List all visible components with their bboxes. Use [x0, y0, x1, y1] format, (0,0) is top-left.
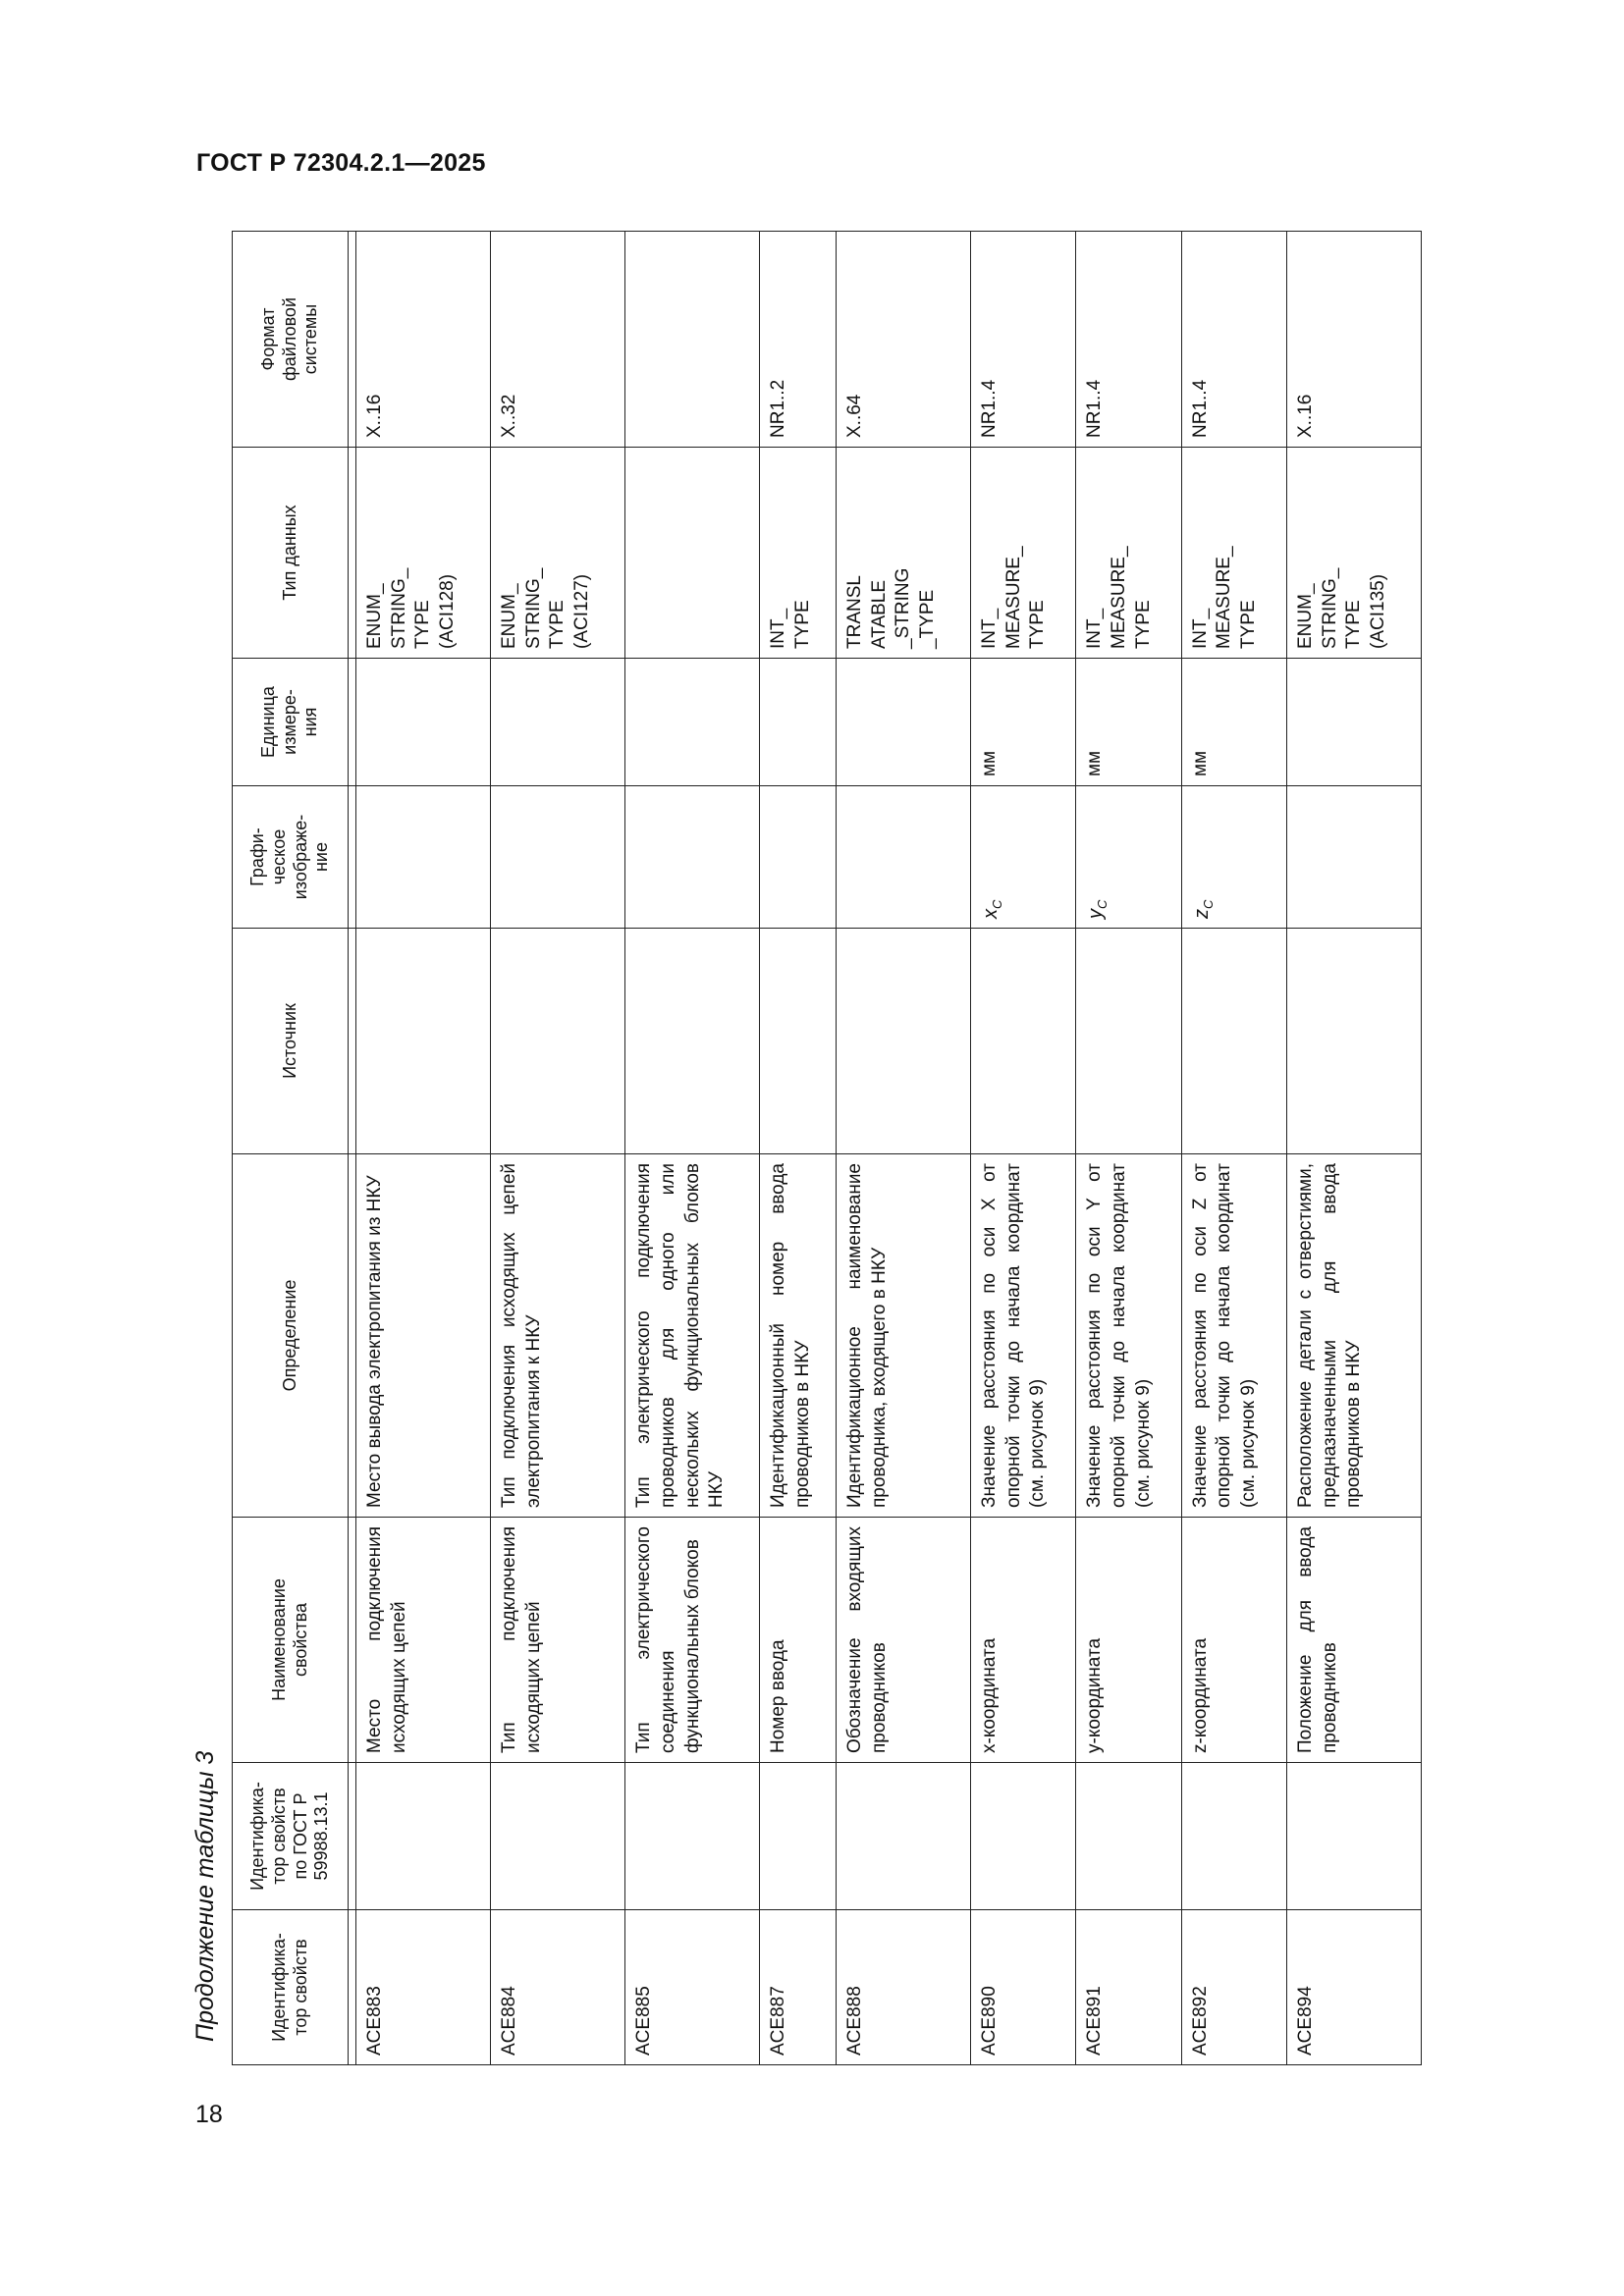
cell-gost-id [1076, 1763, 1181, 1910]
cell-definition: Тип электрического подключения проводников для одного или нескольких функциональных блоков НКУ [625, 1154, 760, 1518]
cell-definition: Идентификационный номер ввода проводников в НКУ [760, 1154, 837, 1518]
cell-file-format: NR1..4 [1076, 232, 1181, 448]
graphic-symbol: $z_C$ [1190, 899, 1216, 919]
cell-file-format: X..32 [491, 232, 625, 448]
document-title: ГОСТ Р 72304.2.1—2025 [196, 149, 486, 177]
cell-unit [836, 659, 970, 786]
cell-file-format: NR1..4 [970, 232, 1075, 448]
cell-unit [1286, 659, 1421, 786]
cell-source [1286, 929, 1421, 1154]
cell-data-type: ENUM_ STRING_ TYPE (ACI128) [356, 448, 491, 659]
cell-source [1076, 929, 1181, 1154]
cell-property-name: Тип электрического соединения функциональных блоков [625, 1518, 760, 1763]
cell-property-id: ACE894 [1286, 1910, 1421, 2065]
cell-gost-id [1181, 1763, 1286, 1910]
cell-data-type: INT_ MEASURE_ TYPE [1076, 448, 1181, 659]
page-number: 18 [195, 2101, 223, 2128]
cell-property-id: ACE892 [1181, 1910, 1286, 2065]
cell-file-format: X..16 [1286, 232, 1421, 448]
cell-source [836, 929, 970, 1154]
col-header-gost-id: Идентифика- тор свойств по ГОСТ Р 59988.13.1 [233, 1763, 349, 1910]
cell-gost-id [356, 1763, 491, 1910]
col-header-source: Источник [233, 929, 349, 1154]
table-row [1286, 232, 1421, 2065]
cell-definition: Место вывода электропитания из НКУ [356, 1154, 491, 1518]
cell-symbol [625, 786, 760, 929]
cell-gost-id [836, 1763, 970, 1910]
cell-symbol [491, 786, 625, 929]
table-row [760, 232, 837, 2065]
cell-source [1181, 929, 1286, 1154]
cell-property-id: ACE884 [491, 1910, 625, 2065]
cell-property-id: ACE888 [836, 1910, 970, 2065]
col-header-symbol: Графи- ческое изображе- ние [233, 786, 349, 929]
cell-property-name: Тип подключения исходящих цепей [491, 1518, 625, 1763]
table-row [625, 232, 760, 2065]
cell-definition: Тип подключения исходящих цепей электропитания к НКУ [491, 1154, 625, 1518]
cell-gost-id [625, 1763, 760, 1910]
table-row [491, 232, 625, 2065]
cell-unit: мм [1076, 659, 1181, 786]
cell-unit [760, 659, 837, 786]
cell-data-type: ENUM_ STRING_ TYPE (ACI135) [1286, 448, 1421, 659]
cell-symbol [1181, 786, 1286, 929]
cell-property-name: Положение для ввода проводников [1286, 1518, 1421, 1763]
cell-unit [491, 659, 625, 786]
cell-unit: мм [970, 659, 1075, 786]
cell-property-name: x-координата [970, 1518, 1075, 1763]
cell-property-id: ACE883 [356, 1910, 491, 2065]
cell-definition: Расположение детали с отверстиями, предназначенными для ввода проводников в НКУ [1286, 1154, 1421, 1518]
cell-source [760, 929, 837, 1154]
cell-unit [356, 659, 491, 786]
rotated-table-wrapper [232, 232, 1422, 2065]
cell-symbol [1076, 786, 1181, 929]
table-frame [232, 232, 1422, 2065]
cell-property-id: ACE885 [625, 1910, 760, 2065]
col-header-unit: Единица измере- ния [233, 659, 349, 786]
cell-gost-id [1286, 1763, 1421, 1910]
cell-symbol [1286, 786, 1421, 929]
col-header-definition: Определение [233, 1154, 349, 1518]
graphic-symbol: $y_C$ [1085, 899, 1110, 919]
cell-data-type: INT_ TYPE [760, 448, 837, 659]
cell-file-format: NR1..4 [1181, 232, 1286, 448]
cell-gost-id [970, 1763, 1075, 1910]
cell-property-name: y-координата [1076, 1518, 1181, 1763]
cell-file-format: X..16 [356, 232, 491, 448]
cell-property-name: Номер ввода [760, 1518, 837, 1763]
cell-symbol [356, 786, 491, 929]
cell-property-name: Место подключения исходящих цепей [356, 1518, 491, 1763]
col-header-property-id: Идентифика- тор свойств [233, 1910, 349, 2065]
cell-symbol [760, 786, 837, 929]
table-caption: Продолжение таблицы 3 [191, 1750, 219, 2042]
cell-data-type: INT_ MEASURE_ TYPE [1181, 448, 1286, 659]
cell-data-type: ENUM_ STRING_ TYPE (ACI127) [491, 448, 625, 659]
cell-file-format: X..64 [836, 232, 970, 448]
col-header-data-type: Тип данных [233, 448, 349, 659]
header-separator-row [349, 232, 356, 2065]
graphic-symbol: $x_C$ [979, 899, 1004, 919]
cell-source [491, 929, 625, 1154]
cell-property-id: ACE887 [760, 1910, 837, 2065]
properties-table [232, 231, 1422, 2065]
cell-data-type: TRANSL ATABLE _STRING _TYPE [836, 448, 970, 659]
cell-unit [625, 659, 760, 786]
table-row [970, 232, 1075, 2065]
cell-symbol [836, 786, 970, 929]
cell-data-type [625, 448, 760, 659]
cell-gost-id [491, 1763, 625, 1910]
cell-property-name: z-координата [1181, 1518, 1286, 1763]
cell-source [625, 929, 760, 1154]
cell-unit: мм [1181, 659, 1286, 786]
header-row [233, 232, 349, 2065]
cell-symbol [970, 786, 1075, 929]
cell-definition: Значение расстояния по оси Z от опорной точки до начала координат (см. рисунок 9) [1181, 1154, 1286, 1518]
cell-property-id: ACE890 [970, 1910, 1075, 2065]
cell-property-name: Обозначение входящих проводников [836, 1518, 970, 1763]
cell-definition: Значение расстояния по оси Y от опорной точки до начала координат (см. рисунок 9) [1076, 1154, 1181, 1518]
table-row [836, 232, 970, 2065]
cell-definition: Значение расстояния по оси X от опорной точки до начала координат (см. рисунок 9) [970, 1154, 1075, 1518]
table-row [1076, 232, 1181, 2065]
cell-file-format: NR1..2 [760, 232, 837, 448]
cell-data-type: INT_ MEASURE_ TYPE [970, 448, 1075, 659]
cell-property-id: ACE891 [1076, 1910, 1181, 2065]
table-body [356, 232, 1422, 2065]
cell-definition: Идентификационное наименование проводника, входящего в НКУ [836, 1154, 970, 1518]
col-header-name: Наименование свойства [233, 1518, 349, 1763]
cell-gost-id [760, 1763, 837, 1910]
cell-source [356, 929, 491, 1154]
table-row [1181, 232, 1286, 2065]
cell-source [970, 929, 1075, 1154]
cell-file-format [625, 232, 760, 448]
col-header-file-format: Формат файловой системы [233, 232, 349, 448]
table-row [356, 232, 491, 2065]
